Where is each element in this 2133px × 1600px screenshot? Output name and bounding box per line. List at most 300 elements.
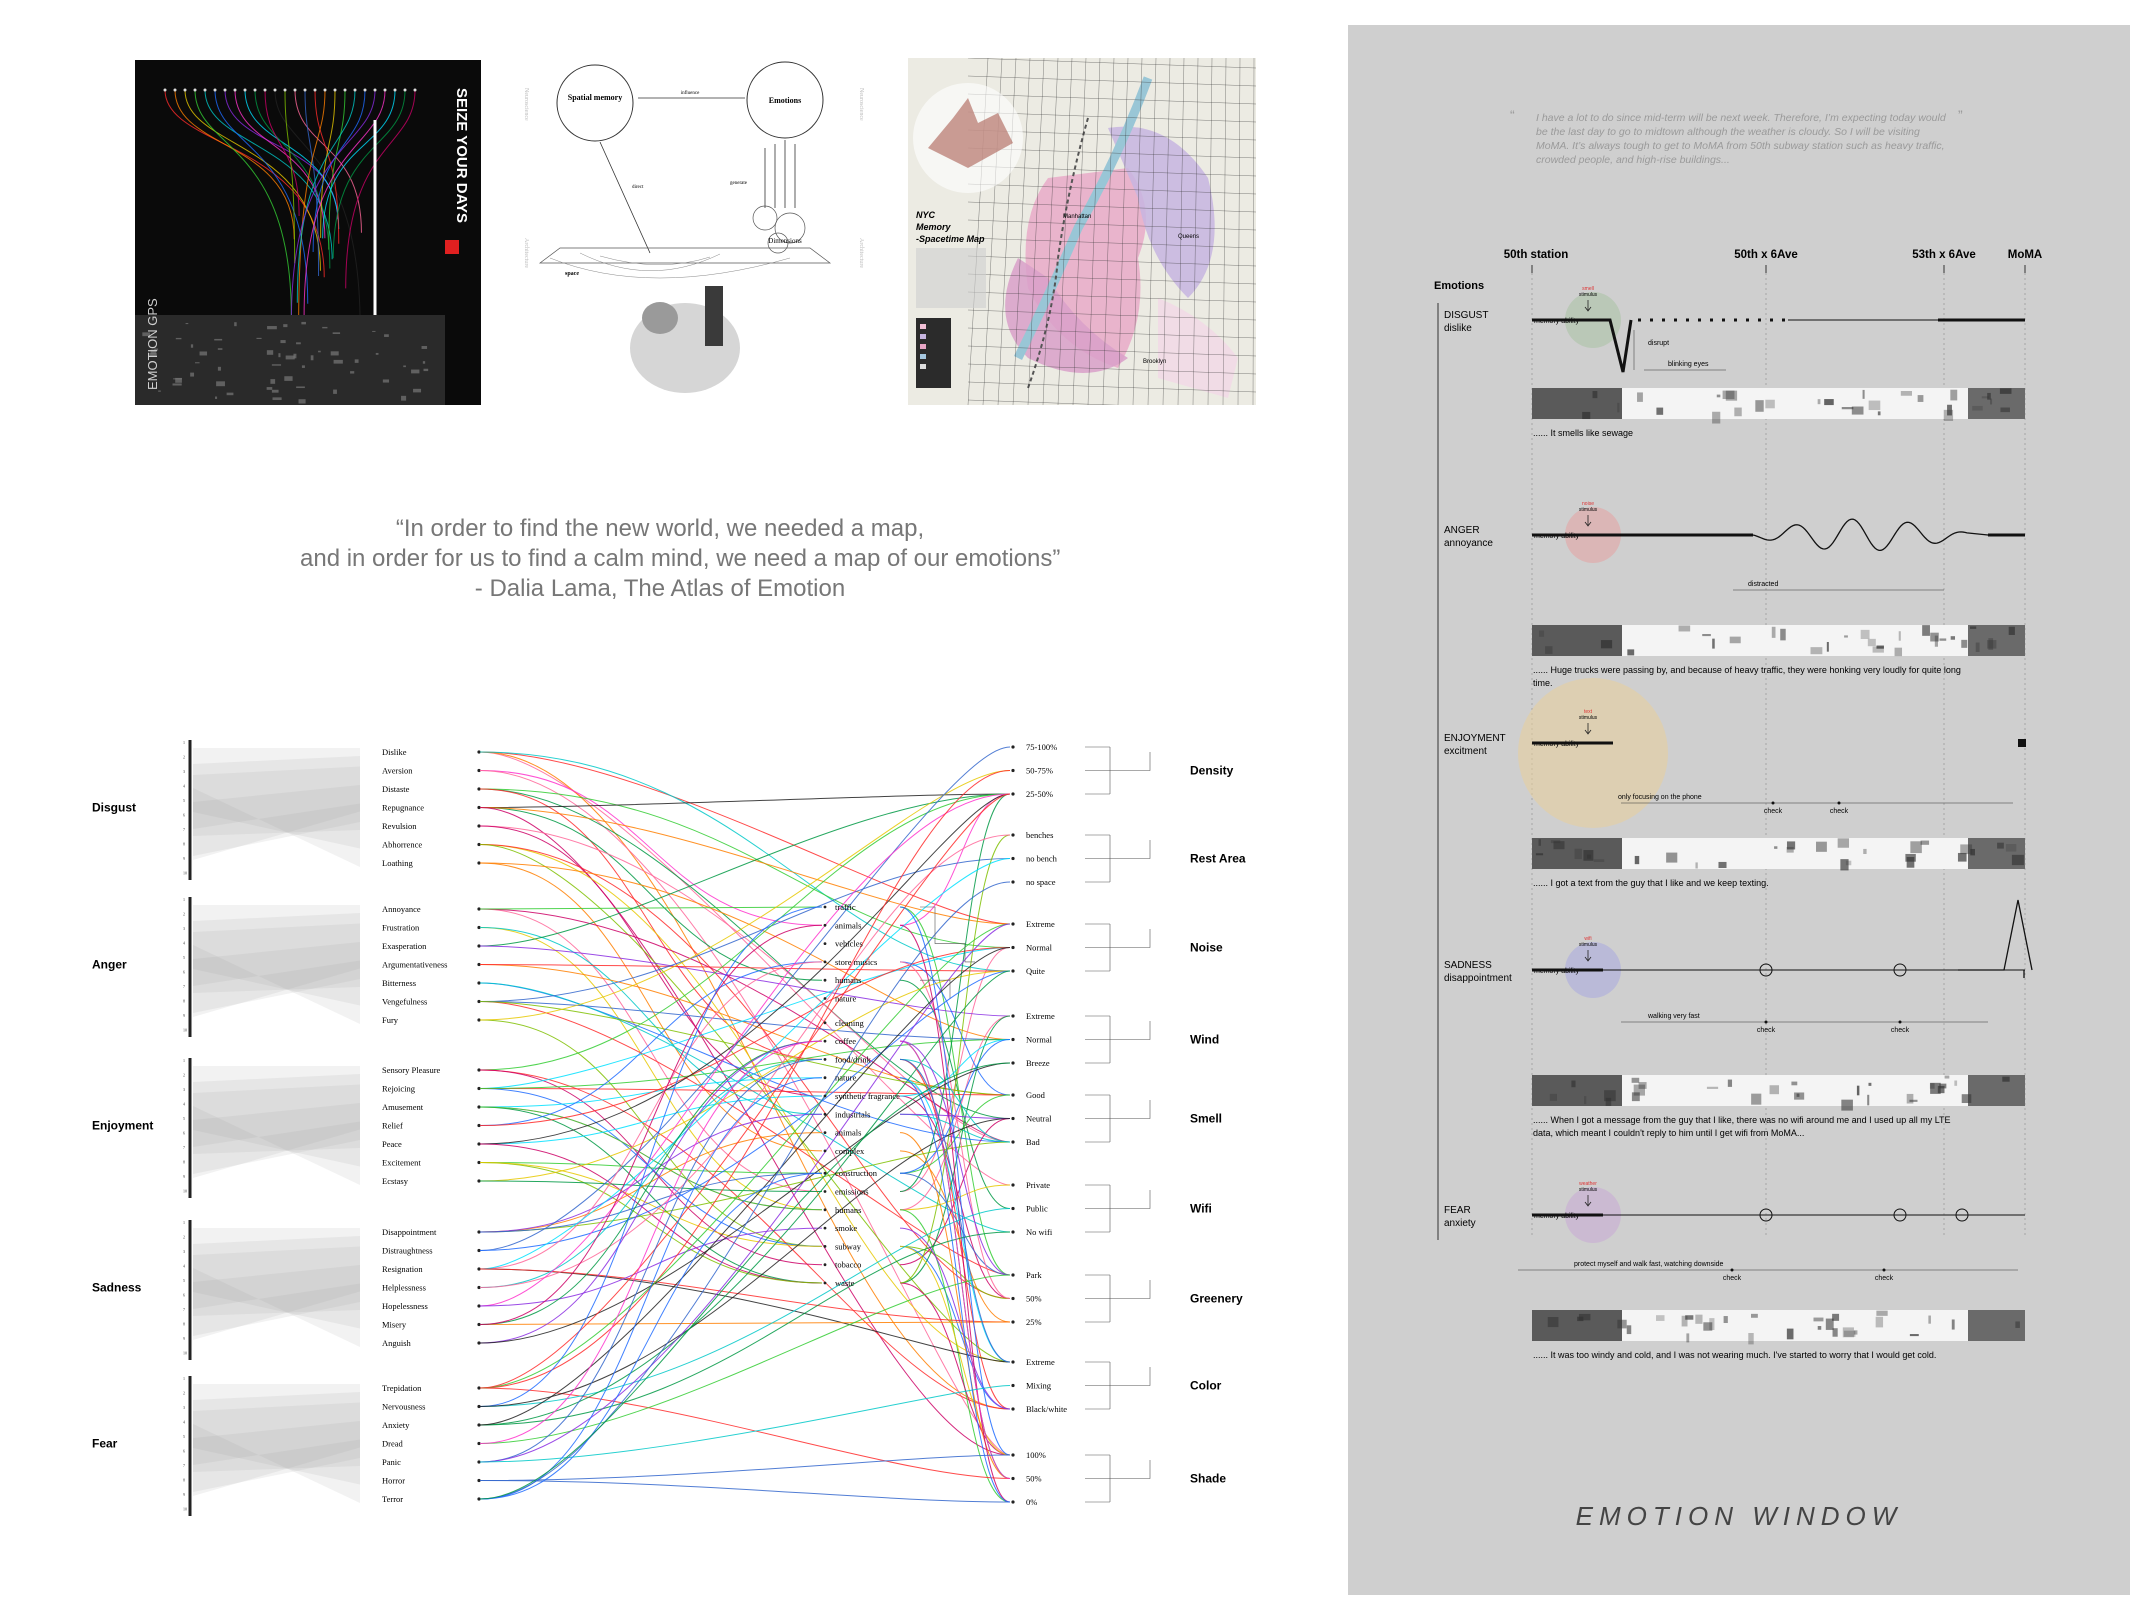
photo-strip-detail xyxy=(1907,1094,1914,1104)
photo-strip-detail xyxy=(1873,647,1884,653)
emotion-flow-curve xyxy=(480,1163,1010,1456)
emotion-window-title: EMOTION WINDOW xyxy=(1575,1501,1903,1531)
side-label-right-bottom: Architecture xyxy=(858,238,864,268)
photo-strip-detail xyxy=(1928,1316,1931,1324)
factor-bracket xyxy=(1110,1275,1150,1322)
factor-option-node xyxy=(1011,769,1014,772)
row-emotion-sub: dislike xyxy=(1444,323,1472,334)
poster-city-block xyxy=(272,364,281,365)
emotion-flow-curve xyxy=(480,971,1010,1425)
direct-label: direct xyxy=(632,185,644,190)
middle-label: traffic xyxy=(835,902,856,912)
emotion-flow-curve xyxy=(480,1119,1010,1407)
row-caption xyxy=(1533,1115,1951,1138)
poster-city-block xyxy=(195,362,200,363)
middle-node xyxy=(824,1208,827,1211)
map-district-east xyxy=(1158,298,1238,398)
axis-tick-label: 9 xyxy=(183,1013,185,1018)
row-caption-line: ...... It smells like sewage xyxy=(1533,428,1634,438)
photo-strip-detail xyxy=(2012,855,2024,865)
poster-city-block xyxy=(411,370,419,374)
emotion-group-name: Fear xyxy=(92,1436,118,1451)
memory-wave xyxy=(1753,519,2025,550)
poster-city-block xyxy=(333,390,337,394)
influence-label: influence xyxy=(680,91,700,96)
station-label: 50th station xyxy=(1503,249,1569,261)
emotion-item-label: Distraughtness xyxy=(382,1245,433,1256)
emotion-flow-curve xyxy=(480,1017,1010,1299)
axis-tick-label: 4 xyxy=(183,1419,185,1425)
emotion-item-label: Misery xyxy=(382,1319,407,1330)
photo-strip-detail xyxy=(1910,1334,1919,1336)
photo-strip-detail xyxy=(1791,1082,1797,1086)
photo-strip-detail xyxy=(1843,1327,1854,1337)
photo-strip-detail xyxy=(1901,391,1912,396)
poster-city-band xyxy=(135,315,445,405)
middle-label: animals xyxy=(835,1127,862,1138)
photo-strip-detail xyxy=(1939,1084,1946,1089)
emotion-flow-curve xyxy=(480,909,1010,1142)
axis-tick-label: 5 xyxy=(183,1434,185,1439)
map-grid-line xyxy=(968,400,1256,405)
axis-tick-label: 3 xyxy=(183,769,185,774)
check-dot xyxy=(1883,1269,1886,1272)
photo-strip-detail xyxy=(1824,399,1834,405)
emotion-item-label: Revulsion xyxy=(382,821,417,831)
photo-strip-detail xyxy=(1772,627,1776,638)
poster-city-block xyxy=(301,322,306,324)
row-caption xyxy=(1533,428,1633,438)
stimulus-name: weather xyxy=(1579,1181,1597,1187)
direct-line xyxy=(600,142,650,253)
emotion-item-label: Distaste xyxy=(382,784,410,794)
emotion-item-label: Fury xyxy=(382,1015,399,1025)
axis-tick-label: 3 xyxy=(183,1087,185,1092)
stimulus-name: wifi xyxy=(1584,936,1592,942)
stimulus-name: smell xyxy=(1582,286,1594,292)
axis-tick-label: 8 xyxy=(183,998,185,1004)
emotion-flow-diagram xyxy=(0,700,1340,1600)
photo-strip-detail xyxy=(1976,643,1980,652)
map-text-block xyxy=(916,248,986,308)
spatial-memory-circle xyxy=(557,65,633,141)
photo-strip-detail xyxy=(1751,1094,1761,1105)
concept-diagram xyxy=(520,58,870,408)
axis-tick-label: 1 xyxy=(183,1220,185,1225)
poster-tick xyxy=(394,89,397,92)
emotions-label: Emotions xyxy=(768,96,802,105)
axis-tick-label: 3 xyxy=(183,1249,185,1254)
photo-strip-detail xyxy=(2000,388,2012,394)
poster-city-block xyxy=(296,342,301,344)
map-legend-swatch xyxy=(920,354,926,359)
photo-strip-detail xyxy=(1571,1081,1575,1088)
photo-strip-detail xyxy=(1755,400,1763,412)
factor-option-label: 25% xyxy=(1026,1317,1042,1327)
map-grid-line xyxy=(1253,58,1254,405)
photo-strip-detail xyxy=(1765,400,1774,409)
photo-strip-detail xyxy=(1723,391,1735,399)
photo-strip-detail xyxy=(1961,640,1967,648)
axis-tick-label: 6 xyxy=(183,969,185,975)
factor-bracket xyxy=(1110,1185,1150,1232)
axis-tick-label: 10 xyxy=(183,870,187,876)
space-label: space xyxy=(565,271,579,277)
check-dot xyxy=(1765,1021,1768,1024)
poster-city-block xyxy=(190,373,194,377)
photo-strip-detail xyxy=(1863,849,1866,854)
photo-strip-detail xyxy=(1686,1333,1689,1342)
axis-tick-label: 7 xyxy=(183,827,185,832)
photo-strip-detail xyxy=(1954,1081,1957,1086)
factor-option-label: 0% xyxy=(1026,1497,1038,1507)
factor-option-node xyxy=(1011,1297,1014,1300)
map-grid-line xyxy=(1238,58,1240,405)
middle-node xyxy=(824,1190,827,1193)
emotion-item-label: Anxiety xyxy=(382,1420,410,1430)
emotion-item-label: Rejoicing xyxy=(382,1083,416,1094)
poster-city-block xyxy=(403,365,406,367)
factor-name: Wind xyxy=(1190,1032,1220,1047)
map-grid-line xyxy=(968,76,1256,86)
factor-name: Rest Area xyxy=(1190,851,1246,866)
photo-strip-detail xyxy=(1797,1094,1800,1097)
emotion-item-label: Dislike xyxy=(382,747,407,757)
poster-subtitle: EMOTION GPS xyxy=(145,298,160,390)
emotion-item-label: Nervousness xyxy=(382,1401,426,1412)
photo-strip-detail xyxy=(1841,1100,1853,1111)
poster-flow-line xyxy=(285,90,295,263)
emotion-flow-curve xyxy=(480,1059,1010,1462)
middle-node xyxy=(824,1131,827,1134)
factor-option-node xyxy=(1011,880,1014,883)
intro-quote-line: I have a lot to do since mid-term will be next week. Therefore, I’m expecting today would xyxy=(1536,112,1946,124)
photo-strip-detail xyxy=(1539,630,1544,636)
poster-city-block xyxy=(372,331,375,332)
check-label: check xyxy=(1722,1275,1742,1282)
check-label: check xyxy=(1890,1027,1910,1034)
emotion-item-label: Trepidation xyxy=(382,1383,422,1393)
row-caption-line: time. xyxy=(1533,678,1553,688)
poster-city-block xyxy=(311,355,314,360)
middle-label: tobacco xyxy=(835,1259,862,1270)
middle-node xyxy=(824,1076,827,1079)
factor-option-node xyxy=(1011,857,1014,860)
photo-strip-detail xyxy=(1787,847,1794,853)
axis-tick-label: 6 xyxy=(183,812,185,818)
poster-graphic xyxy=(135,60,481,405)
photo-strip-detail xyxy=(1730,637,1741,644)
memory-ability-label: memory ability xyxy=(1534,1213,1580,1220)
factor-option-label: 25-50% xyxy=(1026,789,1053,799)
row-emotion-name: FEAR xyxy=(1444,1205,1471,1216)
map-label-manhattan: Manhattan xyxy=(1063,214,1092,220)
map-label-queens: Queens xyxy=(1178,234,1200,240)
factor-option-label: 50% xyxy=(1026,1293,1042,1304)
factor-option-label: Extreme xyxy=(1026,1357,1055,1367)
poster-city-block xyxy=(423,361,425,364)
middle-node xyxy=(824,1172,827,1175)
photo-strip-detail xyxy=(1582,412,1590,419)
factor-option-node xyxy=(1011,1384,1014,1387)
axis-tick-label: 8 xyxy=(183,1477,185,1483)
emotion-item-label: Helplessness xyxy=(382,1282,426,1293)
quote-line-2: and in order for us to find a calm mind, we need a map of our emotions” xyxy=(300,545,1061,572)
figure-leg xyxy=(705,286,723,346)
stimulus-name: noise xyxy=(1582,501,1594,507)
emotion-window-panel xyxy=(1348,25,2130,1595)
emotion-flow-curve xyxy=(480,1386,1010,1463)
factor-option-label: 50-75% xyxy=(1026,765,1053,776)
poster-city-block xyxy=(355,359,359,363)
annotation-a: distracted xyxy=(1748,581,1779,588)
photo-strip-detail xyxy=(1593,391,1598,398)
poster-tick xyxy=(384,89,387,92)
side-label-right-top: Neuroscience xyxy=(858,88,864,121)
axis-tick-label: 5 xyxy=(183,955,185,960)
poster-flow-line xyxy=(195,90,291,315)
middle-label: nature xyxy=(835,993,857,1004)
poster-city-block xyxy=(422,346,428,349)
poster-tick xyxy=(194,89,197,92)
poster-tick xyxy=(274,89,277,92)
map-label-brooklyn: Brooklyn xyxy=(1143,359,1167,365)
map-grid-line xyxy=(968,94,1256,104)
photo-strip-detail xyxy=(1861,630,1870,639)
emotion-flow-curve xyxy=(480,794,1010,946)
poster-city-block xyxy=(280,340,285,343)
middle-label: nature xyxy=(835,1072,857,1083)
middle-node xyxy=(824,924,827,927)
factor-option-node xyxy=(1011,1360,1014,1363)
factor-option-node xyxy=(1011,1407,1014,1410)
side-label-left-bottom: Architecture xyxy=(523,238,529,268)
poster-city-block xyxy=(322,327,327,328)
photo-strip-detail xyxy=(2015,1321,2020,1327)
poster-city-block xyxy=(216,381,225,386)
emotion-flow-curve xyxy=(480,794,1010,1070)
photo-strip-detail xyxy=(1899,631,1901,640)
poster-tick xyxy=(254,89,257,92)
factor-option-node xyxy=(1011,1500,1014,1503)
poster-city-block xyxy=(214,339,222,341)
poster-city-block xyxy=(191,344,193,347)
poster-tick xyxy=(364,89,367,92)
photo-strip-detail xyxy=(1952,1319,1955,1329)
poster-tick xyxy=(374,89,377,92)
photo-strip-detail xyxy=(1584,1096,1586,1104)
photo-strip-detail xyxy=(1854,1330,1858,1334)
axis-tick-label: 6 xyxy=(183,1292,185,1298)
photo-strip-detail xyxy=(2002,1077,2009,1082)
poster-city-block xyxy=(173,383,182,385)
photo-strip-detail xyxy=(1536,853,1543,855)
photo-strip-detail xyxy=(1632,1078,1640,1083)
photo-strip-detail xyxy=(1818,399,1821,404)
factor-name: Noise xyxy=(1190,940,1223,955)
factor-option-label: Extreme xyxy=(1026,919,1055,929)
generate-label: generate xyxy=(730,181,747,186)
emotions-heading: Emotions xyxy=(1434,280,1485,292)
factor-option-label: Public xyxy=(1026,1203,1048,1214)
axis-tick-label: 4 xyxy=(183,1101,185,1107)
photo-strip-detail xyxy=(1712,412,1720,424)
photo-strip-detail xyxy=(1972,406,1982,411)
factor-option-label: Park xyxy=(1026,1270,1042,1280)
poster-city-block xyxy=(383,379,389,382)
photo-strip-detail xyxy=(1867,1095,1869,1106)
photo-strip-detail xyxy=(2000,408,2010,413)
row-emotion-sub: disappointment xyxy=(1444,973,1512,984)
middle-label: cleaning xyxy=(835,1017,864,1028)
photo-strip-detail xyxy=(1637,392,1643,401)
factor-option-node xyxy=(1011,969,1014,972)
photo-strip-detail xyxy=(1852,407,1864,415)
check-label: check xyxy=(1756,1027,1776,1034)
axis-tick-label: 4 xyxy=(183,1263,185,1269)
photo-strip-detail xyxy=(1539,839,1541,846)
photo-strip-detail xyxy=(1863,390,1865,399)
poster-city-block xyxy=(284,376,292,381)
photo-strip-detail xyxy=(1878,411,1881,415)
emotion-item-label: Panic xyxy=(382,1457,401,1467)
poster-city-block xyxy=(175,378,182,383)
factor-option-label: benches xyxy=(1026,830,1054,840)
photo-strip-detail xyxy=(1780,629,1785,641)
axis-tick-label: 5 xyxy=(183,1116,185,1121)
row-emotion-name: ANGER xyxy=(1444,525,1480,536)
factor-option-node xyxy=(1011,1183,1014,1186)
photo-strip-detail xyxy=(1905,854,1915,862)
stimulus-label: stimulus xyxy=(1578,715,1598,721)
photo-strip-detail xyxy=(1734,408,1741,417)
photo-strip-detail xyxy=(1774,846,1777,849)
photo-strip-detail xyxy=(1958,853,1967,862)
check-label: check xyxy=(1763,808,1783,815)
poster-tick xyxy=(324,89,327,92)
check-dot xyxy=(1899,1021,1902,1024)
middle-node xyxy=(824,1150,827,1153)
photo-strip-detail xyxy=(1635,856,1639,864)
emotion-item-label: Hopelessness xyxy=(382,1301,428,1311)
photo-strip-detail xyxy=(1816,842,1827,852)
photo-strip-detail xyxy=(1987,393,1991,400)
map-title-line3: -Spacetime Map xyxy=(916,234,985,244)
poster-city-block xyxy=(256,338,261,339)
factor-option-node xyxy=(1011,1477,1014,1480)
factor-option-label: no bench xyxy=(1026,853,1057,864)
axis-tick-label: 1 xyxy=(183,1376,185,1381)
poster-tick xyxy=(334,89,337,92)
row-emotion-name: SADNESS xyxy=(1444,960,1492,971)
axis-tick-label: 8 xyxy=(183,1321,185,1327)
annotation-a: only focusing on the phone xyxy=(1618,794,1702,801)
factor-option-label: Black/white xyxy=(1026,1404,1068,1414)
middle-node xyxy=(824,1095,827,1098)
poster-tick xyxy=(344,89,347,92)
poster-city-block xyxy=(384,334,389,337)
photo-strip-detail xyxy=(1656,408,1663,415)
middle-label: emissions xyxy=(835,1186,869,1197)
annotation-a: disrupt xyxy=(1648,340,1670,347)
factor-option-label: no space xyxy=(1026,877,1056,887)
emotion-item-label: Horror xyxy=(382,1475,406,1486)
factor-name: Smell xyxy=(1190,1111,1223,1126)
annotation-b: blinking eyes xyxy=(1668,361,1709,368)
emotion-item-label: Ecstasy xyxy=(382,1176,408,1186)
intro-quote-line: be the last day to go to midtown although the weather is cloudy. So I will be visiting xyxy=(1536,126,1920,138)
poster-tick xyxy=(354,89,357,92)
photo-strip-detail xyxy=(1922,625,1930,636)
emotion-flow-curve xyxy=(480,771,1010,1021)
photo-strip-detail xyxy=(1921,841,1929,845)
axis-tick-label: 10 xyxy=(183,1350,187,1356)
factor-option-node xyxy=(1011,1140,1014,1143)
factor-name: Greenery xyxy=(1190,1291,1243,1306)
intro-quote-line: crowded people, and high-rise buildings... xyxy=(1536,154,1730,166)
photo-strip-detail xyxy=(1944,410,1953,421)
row-emotion-sub: excitment xyxy=(1444,746,1487,757)
emotion-item-label: Peace xyxy=(382,1139,402,1149)
photo-strip-detail xyxy=(1707,1087,1718,1089)
axis-tick-label: 5 xyxy=(183,1278,185,1283)
emotion-item-label: Argumentativeness xyxy=(382,959,448,970)
axis-tick-label: 7 xyxy=(183,984,185,989)
photo-strip-detail xyxy=(1962,1094,1972,1103)
photo-strip-detail xyxy=(1838,838,1849,847)
photo-strip-detail xyxy=(1712,639,1715,649)
poster-city-block xyxy=(176,338,182,339)
photo-strip-detail xyxy=(1550,1094,1557,1101)
axis-tick-label: 6 xyxy=(183,1130,185,1136)
annotation-a: protect myself and walk fast, watching downside xyxy=(1574,1261,1724,1268)
poster-city-block xyxy=(267,326,277,329)
factor-option-label: Neutral xyxy=(1026,1113,1052,1124)
poster-title: SEIZE YOUR DAYS xyxy=(453,88,470,224)
photo-strip-detail xyxy=(1679,625,1691,631)
factor-option-node xyxy=(1011,1453,1014,1456)
axis-tick-label: 10 xyxy=(183,1188,187,1194)
emotion-item-label: Repugnance xyxy=(382,802,425,813)
quote-line-3: - Dalia Lama, The Atlas of Emotion xyxy=(474,575,846,602)
factor-option-node xyxy=(1011,792,1014,795)
photo-strip-detail xyxy=(1770,1085,1779,1094)
emotion-item-label: Abhorrence xyxy=(382,839,423,850)
check-label: check xyxy=(1874,1275,1894,1282)
photo-strip-detail xyxy=(1751,1314,1758,1318)
emotion-item-label: Amusement xyxy=(382,1102,424,1112)
factor-option-node xyxy=(1011,1320,1014,1323)
memory-ability-label: memory ability xyxy=(1534,741,1580,748)
photo-strip-detail xyxy=(1617,403,1619,413)
middle-label: construction xyxy=(835,1168,878,1179)
factor-name: Color xyxy=(1190,1378,1222,1393)
factor-bracket xyxy=(1110,1455,1150,1502)
photo-strip-detail xyxy=(1718,862,1726,868)
quote-line-1: “In order to find the new world, we needed a map, xyxy=(395,515,925,542)
axis-tick-label: 7 xyxy=(183,1307,185,1312)
photo-strip-detail xyxy=(1728,1080,1732,1087)
middle-label: vehicles xyxy=(835,938,863,949)
photo-strip-detail xyxy=(1910,841,1921,853)
poster-city-block xyxy=(267,387,273,390)
map-grid-line xyxy=(968,58,1256,68)
middle-label: waste xyxy=(835,1278,855,1288)
factor-option-label: Private xyxy=(1026,1180,1051,1190)
map-graphic xyxy=(908,58,1256,405)
station-label: MoMA xyxy=(2007,249,2043,261)
dimensions-label: Dimensions xyxy=(768,237,802,245)
